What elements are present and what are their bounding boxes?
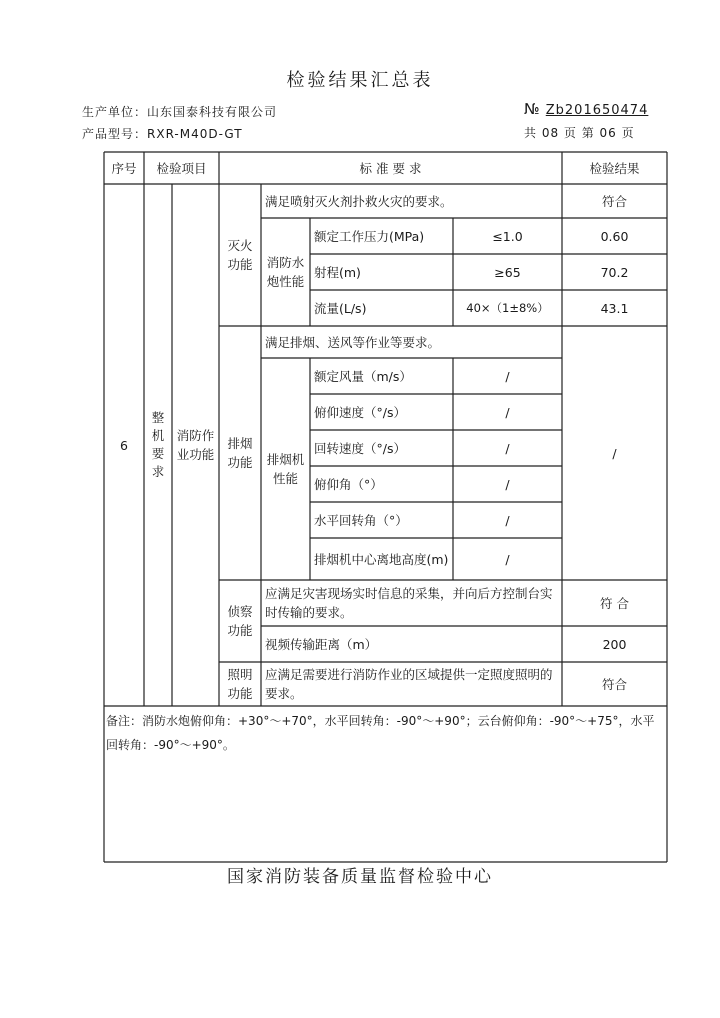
smoke-param-pitch-angle: 俯仰角（°）: [314, 476, 383, 492]
report-number-value: Zb201650474: [545, 103, 649, 118]
remark-text: 备注：消防水炮俯仰角：+30°～+70°，水平回转角：-90°～+90°；云台俯仰角：-90°～+75°，水平回转角：-90°～+90°。: [106, 714, 655, 752]
smoke-std-pitch-speed: /: [505, 404, 510, 420]
smoke-param-rotate-angle: 水平回转角（°）: [314, 512, 408, 528]
recon-param-video-distance: 视频传输距离（m）: [265, 636, 378, 652]
recon-function-label: 侦察功能: [227, 604, 253, 638]
fire-std-flow: 40×（1±8%）: [466, 300, 549, 315]
light-function-label: 照明功能: [227, 667, 253, 701]
smoke-std-rotate-speed: /: [505, 440, 510, 456]
fire-result-pressure: 0.60: [600, 228, 629, 244]
fire-requirement-result: 符合: [601, 193, 627, 209]
smoke-std-height: /: [505, 551, 510, 567]
header-standard: 标 准 要 求: [359, 160, 422, 176]
fire-result-range: 70.2: [600, 264, 629, 280]
smoke-std-pitch-angle: /: [505, 476, 510, 492]
water-cannon-label: 消防水炮性能: [266, 255, 305, 289]
page-title: 检验结果汇总表: [286, 70, 434, 91]
smoke-param-airflow: 额定风量（m/s）: [314, 368, 412, 384]
header-seq: 序号: [111, 160, 137, 176]
smoke-result: /: [612, 445, 617, 461]
smoke-param-pitch-speed: 俯仰速度（°/s）: [314, 404, 406, 420]
fire-result-flow: 43.1: [600, 300, 629, 316]
fire-std-pressure: ≤1.0: [492, 228, 523, 244]
smoke-requirement: 满足排烟、送风等作业等要求。: [265, 334, 441, 350]
recon-result-video-distance: 200: [602, 636, 627, 652]
page-info: 共 08 页 第 06 页: [524, 126, 635, 140]
smoke-function-label: 排烟功能: [227, 436, 253, 470]
recon-requirement: 应满足灾害现场实时信息的采集，并向后方控制台实时传输的要求。: [265, 586, 553, 620]
recon-requirement-result: 符 合: [600, 595, 629, 611]
maker-value: 山东国泰科技有限公司: [147, 105, 278, 119]
fire-param-flow: 流量(L/s): [314, 300, 367, 316]
model-value: RXR-M40D-GT: [147, 127, 243, 141]
maker-label: 生产单位：: [82, 105, 148, 119]
issuer-footer: 国家消防装备质量监督检验中心: [227, 867, 493, 887]
model-label: 产品型号：: [82, 127, 148, 141]
light-result: 符合: [601, 676, 627, 692]
fire-std-range: ≥65: [494, 264, 521, 280]
fire-requirement: 满足喷射灭火剂扑救火灾的要求。: [265, 193, 453, 209]
fire-param-range: 射程(m): [314, 264, 361, 280]
report-number-prefix: №: [524, 100, 541, 118]
header-result: 检验结果: [589, 160, 640, 176]
header-item: 检验项目: [156, 160, 207, 176]
smoke-fan-label: 排烟机性能: [266, 452, 305, 486]
smoke-std-rotate-angle: /: [505, 512, 510, 528]
group-machine-requirements: 整机要求: [151, 410, 165, 479]
smoke-param-rotate-speed: 回转速度（°/s）: [314, 440, 406, 456]
fire-function-label: 灭火功能: [227, 238, 253, 272]
seq-number: 6: [120, 437, 128, 453]
light-requirement: 应满足需要进行消防作业的区域提供一定照度照明的要求。: [265, 667, 553, 701]
smoke-param-height: 排烟机中心离地高度(m): [314, 551, 449, 567]
group-firefighting-functions: 消防作业功能: [176, 428, 215, 462]
fire-param-pressure: 额定工作压力(MPa): [314, 228, 425, 244]
smoke-std-airflow: /: [505, 368, 510, 384]
